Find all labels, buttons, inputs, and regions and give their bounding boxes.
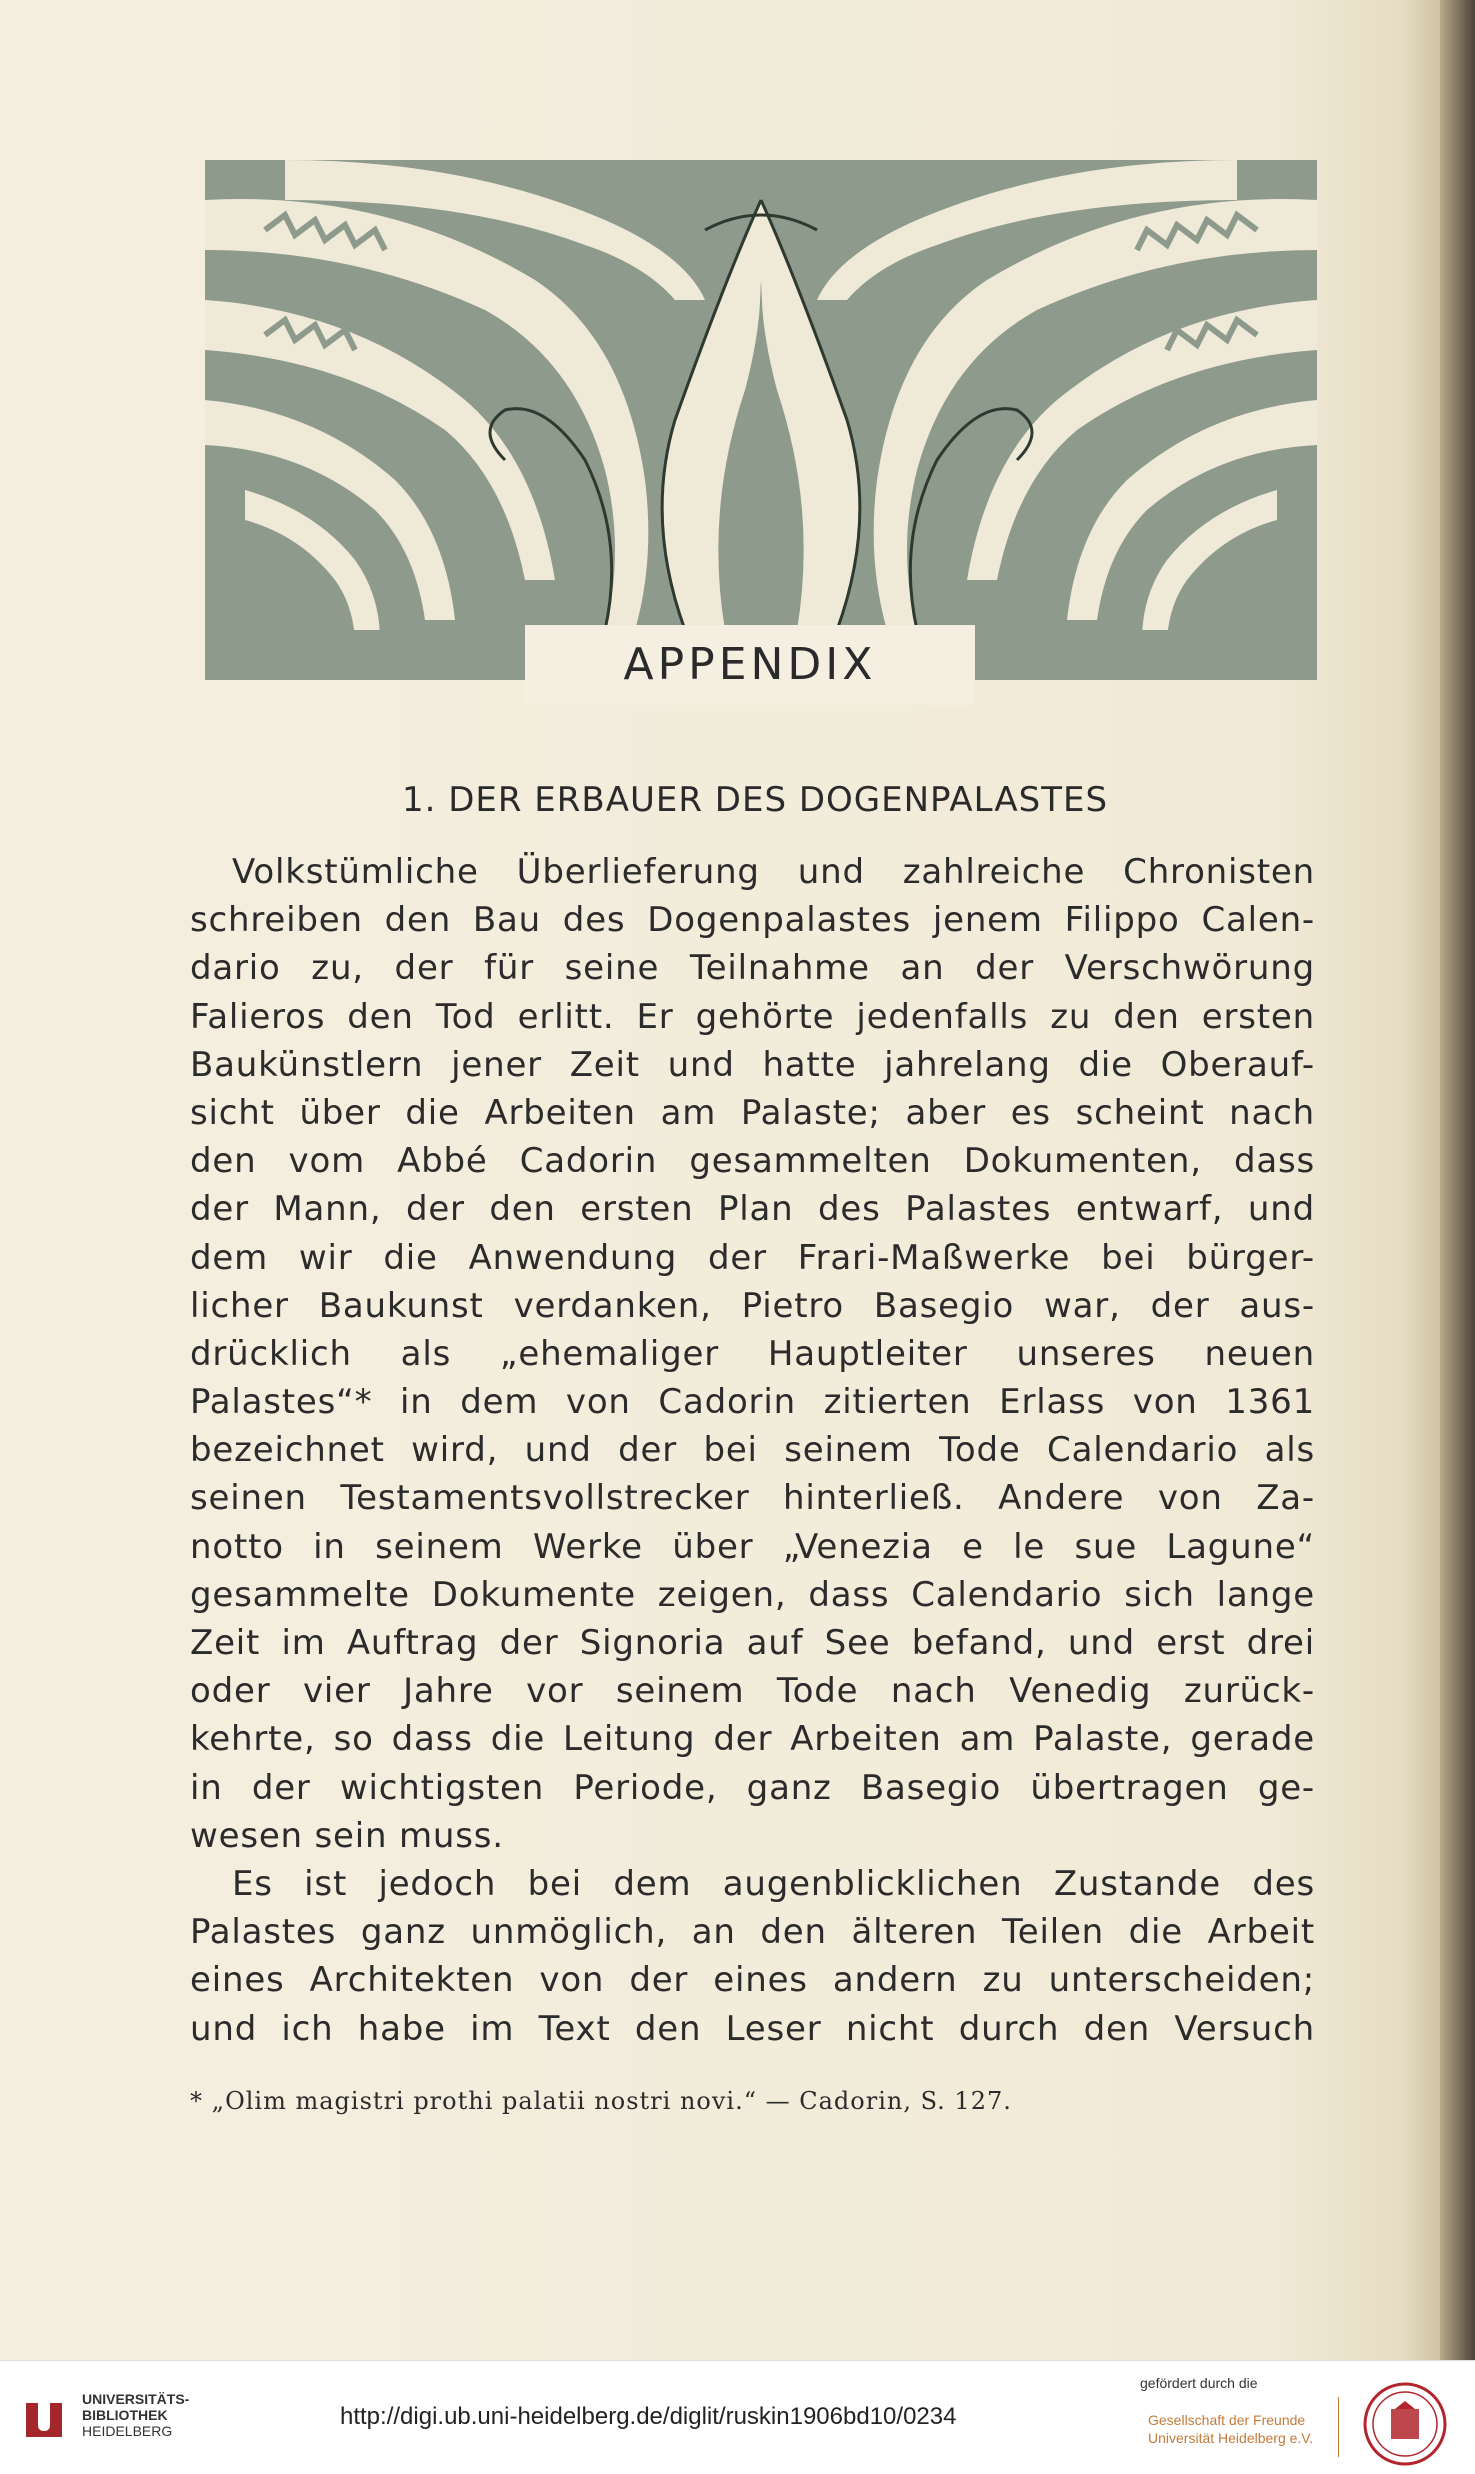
body-line: Baukünstlern jener Zeit und hatte jahrelang die Oberauf- [190,1044,1315,1085]
body-line: notto in seinem Werke über „Venezia e le sue Lagune“ [190,1526,1315,1567]
body-line: eines Architekten von der eines andern zu unterscheiden; [190,1960,1315,2001]
body-text [190,848,1315,2053]
footer-divider [1338,2397,1339,2457]
body-line: Palastes ganz unmöglich, an den älteren Teilen die Arbeit [190,1912,1315,1953]
chapter-heading: 1. DER ERBAUER DES DOGENPALASTES [401,780,1109,820]
body-line: Es ist jedoch bei dem augenblicklichen Zustande des [232,1863,1315,1904]
body-line: oder vier Jahre vor seinem Tode nach Venedig zurück- [190,1671,1315,1712]
library-name-line: BIBLIOTHEK [82,2407,168,2423]
body-line: den vom Abbé Cadorin gesammelten Dokumenten, dass [190,1141,1315,1182]
body-line: licher Baukunst verdanken, Pietro Basegio war, der aus- [190,1285,1315,1326]
body-line: schreiben den Bau des Dogenpalastes jenem Filippo Calen- [190,900,1315,941]
body-line: und ich habe im Text den Leser nicht durch den Versuch [190,2008,1315,2049]
body-line: gesammelte Dokumente zeigen, dass Calendario sich lange [190,1574,1315,1615]
body-line: bezeichnet wird, und der bei seinem Tode Calendario als [190,1430,1315,1471]
body-line: Palastes“* in dem von Cadorin zitierten Erlass von 1361 [190,1382,1315,1423]
body-line: kehrte, so dass die Leitung der Arbeiten am Palaste, gerade [190,1719,1315,1760]
body-line: Zeit im Auftrag der Signoria auf See befand, und erst drei [190,1623,1315,1663]
body-line: in der wichtigsten Periode, ganz Basegio übertragen ge- [190,1767,1315,1808]
footnote: * „Olim magistri prothi palatii nostri novi.“ — Cadorin, S. 127. [190,2087,1012,2115]
body-line: dario zu, der für seine Teilnahme an der Verschwörung [190,948,1315,989]
book-spine-shadow [1440,0,1475,2360]
society-name-line: Universität Heidelberg e.V. [1148,2430,1314,2446]
body-line: Volkstümliche Überlieferung und zahlreiche Chronisten [232,852,1315,892]
body-line: dem wir die Anwendung der Frari-Maßwerke bei bürger- [190,1237,1315,1278]
library-name-line: UNIVERSITÄTS- [82,2391,190,2407]
society-name [1148,2411,1313,2447]
funded-by-label: gefördert durch die [1140,2375,1258,2391]
body-line: Falieros den Tod erlitt. Er gehörte jedenfalls zu den ersten [190,996,1315,1037]
ornamental-vignette [205,160,1317,680]
appendix-title: APPENDIX [525,625,975,705]
ub-heidelberg-logo-icon [18,2393,70,2445]
digitization-footer [0,2360,1475,2474]
body-line: der Mann, der den ersten Plan des Palastes entwarf, und [190,1189,1315,1230]
permalink-url[interactable]: http://digi.ub.uni-heidelberg.de/diglit/ruskin1906bd10/0234 [340,2403,957,2430]
society-name-line: Gesellschaft der Freunde [1148,2412,1306,2428]
body-line: sicht über die Arbeiten am Palaste; aber es scheint nach [190,1092,1315,1133]
body-line: drücklich als „ehemaliger Hauptleiter unseres neuen [190,1333,1315,1374]
body-line: wesen sein muss. [190,1815,504,1856]
body-line: seinen Testamentsvollstrecker hinterließ. Andere von Za- [190,1478,1315,1519]
university-seal-icon [1355,2381,1455,2467]
library-name [82,2391,189,2439]
library-name-line: HEIDELBERG [82,2423,173,2439]
